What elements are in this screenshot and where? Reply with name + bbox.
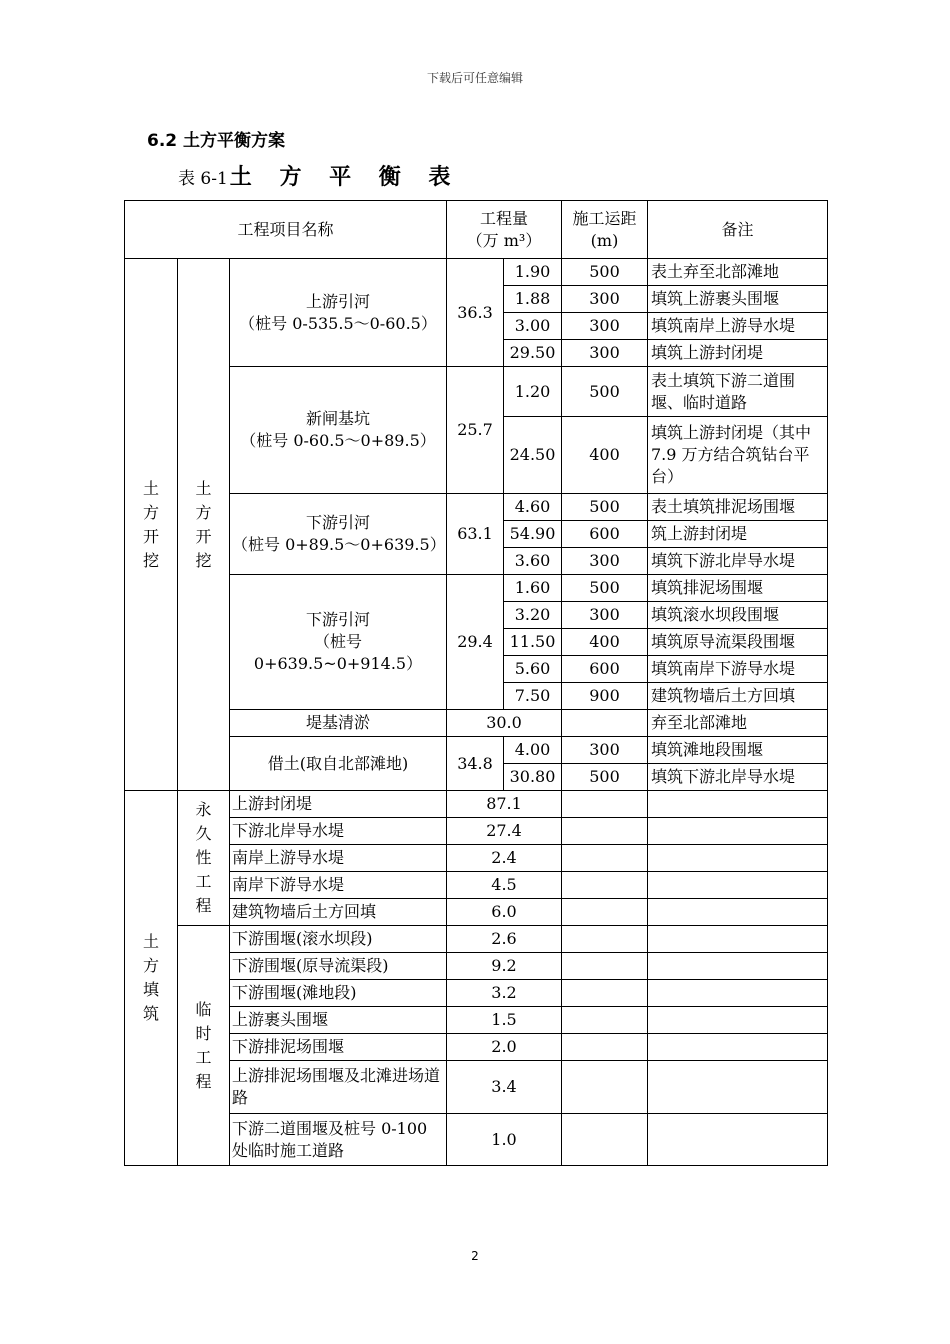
- item-pile-range: （桩号 0-535.5～0-60.5）: [239, 313, 437, 333]
- note: 填筑南岸上游导水堤: [648, 313, 828, 340]
- haul-distance: [562, 953, 648, 980]
- distance-header-line1: 施工运距: [572, 208, 637, 228]
- item-name: 南岸下游导水堤: [230, 872, 447, 899]
- col-header-distance: [562, 201, 648, 259]
- haul-distance: 300: [562, 737, 648, 764]
- sub-qty: 1.88: [504, 286, 562, 313]
- caption-prefix: 表 6-1: [178, 169, 228, 189]
- item-title: 上游引河: [305, 291, 370, 311]
- subcategory-permanent: [178, 791, 230, 926]
- item-total-qty: 6.0: [447, 899, 562, 926]
- sub-qty: 1.20: [504, 367, 562, 417]
- haul-distance: 600: [562, 521, 648, 548]
- haul-distance: 500: [562, 575, 648, 602]
- item-name: 下游排泥场围堰: [230, 1034, 447, 1061]
- item-name: 堤基清淤: [230, 710, 447, 737]
- haul-distance: [562, 791, 648, 818]
- category-excavation: [125, 259, 178, 791]
- col-header-qty: [447, 201, 562, 259]
- sub-qty: 4.00: [504, 737, 562, 764]
- item-name: 借土(取自北部滩地): [230, 737, 447, 791]
- table-row: [125, 1061, 828, 1114]
- sub-qty: 3.20: [504, 602, 562, 629]
- page-header: 下载后可任意编辑: [426, 71, 523, 85]
- sub-qty: 3.00: [504, 313, 562, 340]
- section-title: 6.2 土方平衡方案: [147, 131, 286, 151]
- earthwork-balance-table: [124, 200, 828, 1166]
- haul-distance: 400: [562, 629, 648, 656]
- sub-qty: 4.60: [504, 494, 562, 521]
- haul-distance: 400: [562, 417, 648, 494]
- haul-distance: 300: [562, 313, 648, 340]
- note: 填筑原导流渠段围堰: [648, 629, 828, 656]
- note: 表土弃至北部滩地: [648, 259, 828, 286]
- table-row: [125, 980, 828, 1007]
- item-name: [230, 575, 447, 710]
- sub-qty: 3.60: [504, 548, 562, 575]
- sub-qty: 1.60: [504, 575, 562, 602]
- table-row: [125, 710, 828, 737]
- item-name: 下游围堰(滚水坝段): [230, 926, 447, 953]
- haul-distance: [562, 845, 648, 872]
- item-title: 新闸基坑: [305, 409, 370, 428]
- qty-header-line1: 工程量: [479, 208, 528, 228]
- distance-header-line2: (m): [590, 230, 619, 250]
- note: 填筑上游封闭堤: [648, 340, 828, 367]
- haul-distance: 300: [562, 340, 648, 367]
- table-row: [125, 818, 828, 845]
- item-pile-range: （桩号 0+639.5~0+914.5）: [253, 632, 423, 673]
- haul-distance: [562, 899, 648, 926]
- item-title: 下游引河: [305, 610, 370, 629]
- sub-qty: 29.50: [504, 340, 562, 367]
- note: 建筑物墙后土方回填: [648, 683, 828, 710]
- table-row: [125, 899, 828, 926]
- table-row: [125, 575, 828, 602]
- haul-distance: [562, 1007, 648, 1034]
- item-name: 上游排泥场围堰及北滩进场道路: [230, 1061, 447, 1114]
- item-name: 建筑物墙后土方回填: [230, 899, 447, 926]
- sub-qty: 11.50: [504, 629, 562, 656]
- item-total-qty: 3.2: [447, 980, 562, 1007]
- item-total-qty: 36.3: [447, 259, 504, 367]
- note: 填筑滩地段围堰: [648, 737, 828, 764]
- note: 表土填筑排泥场围堰: [648, 494, 828, 521]
- note: [648, 1114, 828, 1166]
- sub-qty: 1.90: [504, 259, 562, 286]
- table-row: [125, 872, 828, 899]
- item-total-qty: 63.1: [447, 494, 504, 575]
- note: [648, 872, 828, 899]
- haul-distance: 300: [562, 548, 648, 575]
- note: 筑上游封闭堤: [648, 521, 828, 548]
- item-name: 下游北岸导水堤: [230, 818, 447, 845]
- note: 弃至北部滩地: [648, 710, 828, 737]
- item-name: [230, 367, 447, 494]
- table-row: [125, 367, 828, 417]
- haul-distance: 300: [562, 602, 648, 629]
- item-total-qty: 9.2: [447, 953, 562, 980]
- item-total-qty: 3.4: [447, 1061, 562, 1114]
- haul-distance: [562, 818, 648, 845]
- item-total-qty: 29.4: [447, 575, 504, 710]
- table-row: [125, 926, 828, 953]
- note: 表土填筑下游二道围堰、临时道路: [648, 367, 828, 417]
- haul-distance: 500: [562, 259, 648, 286]
- haul-distance: 500: [562, 764, 648, 791]
- haul-distance: [562, 1061, 648, 1114]
- item-title: 下游引河: [305, 513, 370, 532]
- subcategory-temporary: [178, 926, 230, 1166]
- note: [648, 845, 828, 872]
- item-total-qty: 34.8: [447, 737, 504, 791]
- table-row: [125, 1114, 828, 1166]
- note: [648, 980, 828, 1007]
- item-name: 上游封闭堤: [230, 791, 447, 818]
- col-header-note: 备注: [648, 201, 828, 259]
- note: 填筑下游北岸导水堤: [648, 764, 828, 791]
- caption-title: 土 方 平 衡 表: [229, 164, 461, 190]
- item-total-qty: 25.7: [447, 367, 504, 494]
- sub-qty: 7.50: [504, 683, 562, 710]
- category-fill: [125, 791, 178, 1166]
- item-total-qty: 2.0: [447, 1034, 562, 1061]
- note: 填筑南岸下游导水堤: [648, 656, 828, 683]
- item-pile-range: （桩号 0-60.5～0+89.5）: [240, 431, 436, 450]
- note: [648, 926, 828, 953]
- note: 填筑上游封闭堤（其中 7.9 万方结合筑钻台平台）: [648, 417, 828, 494]
- haul-distance: [562, 980, 648, 1007]
- item-total-qty: 4.5: [447, 872, 562, 899]
- item-total-qty: 1.0: [447, 1114, 562, 1166]
- haul-distance: 600: [562, 656, 648, 683]
- table-row: [125, 845, 828, 872]
- table-row: [125, 737, 828, 764]
- haul-distance: 500: [562, 367, 648, 417]
- item-total-qty: 2.4: [447, 845, 562, 872]
- table-row: [125, 791, 828, 818]
- item-name: 下游二道围堰及桩号 0-100 处临时施工道路: [230, 1114, 447, 1166]
- item-total-qty: 27.4: [447, 818, 562, 845]
- note: [648, 899, 828, 926]
- item-total-qty: 2.6: [447, 926, 562, 953]
- table-row: [125, 494, 828, 521]
- item-name: [230, 259, 447, 367]
- item-total-qty: 30.0: [447, 710, 562, 737]
- haul-distance: 500: [562, 494, 648, 521]
- sub-qty: 5.60: [504, 656, 562, 683]
- note: [648, 1034, 828, 1061]
- item-name: [230, 494, 447, 575]
- category-excavation-text: 土方开挖: [143, 478, 160, 570]
- table-row: [125, 259, 828, 286]
- table-caption: [178, 160, 460, 191]
- note: 填筑下游北岸导水堤: [648, 548, 828, 575]
- table-row: [125, 1007, 828, 1034]
- table-row: [125, 953, 828, 980]
- subcategory-permanent-text: 永久性工程: [195, 800, 212, 915]
- subcategory-excavation-text: 土方开挖: [195, 478, 212, 570]
- haul-distance: [562, 1114, 648, 1166]
- page-number: 2: [471, 1249, 479, 1263]
- note: 填筑排泥场围堰: [648, 575, 828, 602]
- sub-qty: 54.90: [504, 521, 562, 548]
- note: [648, 953, 828, 980]
- haul-distance: [562, 1034, 648, 1061]
- sub-qty: 24.50: [504, 417, 562, 494]
- item-name: 下游围堰(滩地段): [230, 980, 447, 1007]
- haul-distance: 900: [562, 683, 648, 710]
- qty-header-line2: （万 m³）: [466, 230, 542, 250]
- note: 填筑滚水坝段围堰: [648, 602, 828, 629]
- haul-distance: [562, 710, 648, 737]
- category-fill-text: 土方填筑: [143, 932, 160, 1023]
- note: [648, 1007, 828, 1034]
- haul-distance: [562, 926, 648, 953]
- subcategory-temporary-text: 临时工程: [195, 999, 212, 1091]
- sub-qty: 30.80: [504, 764, 562, 791]
- haul-distance: 300: [562, 286, 648, 313]
- note: [648, 818, 828, 845]
- col-header-name: 工程项目名称: [125, 201, 447, 259]
- table-header-row: [125, 201, 828, 259]
- table-row: [125, 1034, 828, 1061]
- note: [648, 1061, 828, 1114]
- note: [648, 791, 828, 818]
- item-total-qty: 87.1: [447, 791, 562, 818]
- note: 填筑上游裹头围堰: [648, 286, 828, 313]
- item-name: 上游裹头围堰: [230, 1007, 447, 1034]
- subcategory-excavation: [178, 259, 230, 791]
- item-name: 下游围堰(原导流渠段): [230, 953, 447, 980]
- item-pile-range: （桩号 0+89.5～0+639.5）: [232, 535, 446, 554]
- item-name: 南岸上游导水堤: [230, 845, 447, 872]
- haul-distance: [562, 872, 648, 899]
- item-total-qty: 1.5: [447, 1007, 562, 1034]
